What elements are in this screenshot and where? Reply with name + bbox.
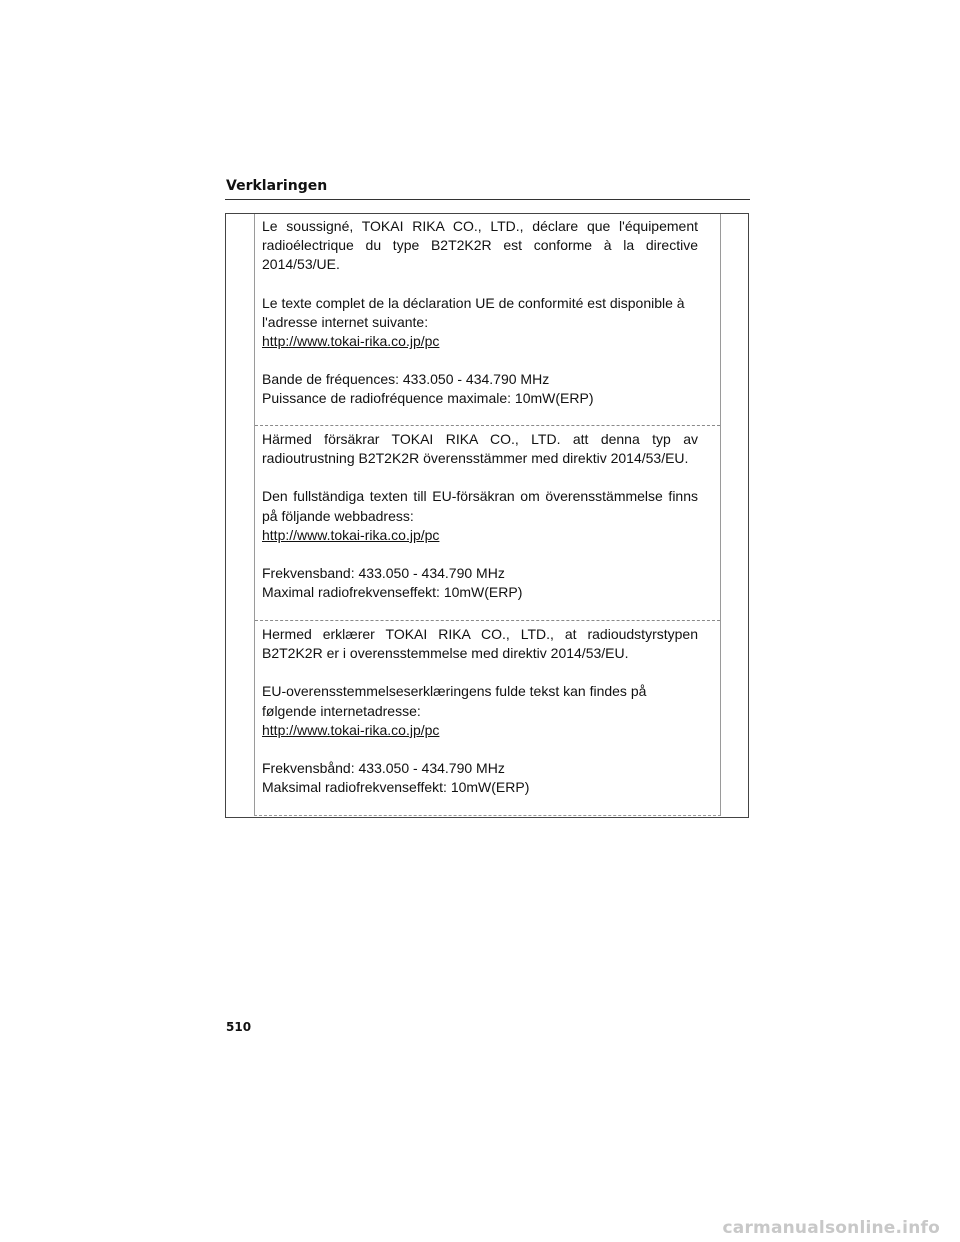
- declaration-da-link[interactable]: http://www.tokai-rika.co.jp/pc: [262, 721, 440, 738]
- declaration-fr-line-1: Le soussigné, TOKAI RIKA CO., LTD., déclare que l'équipement: [262, 218, 698, 234]
- declaration-da-line-2: B2T2K2R er i overensstemmelse med direktiv 2014/53/EU.: [262, 645, 629, 662]
- declaration-fr-line-2: radioélectrique du type B2T2K2R est conforme à la directive: [262, 237, 698, 254]
- declaration-sv-availability-line-2: på följande webbadress:: [262, 507, 414, 524]
- declaration-da-line-1: Hermed erklærer TOKAI RIKA CO., LTD., at radioudstyrstypen: [262, 626, 698, 642]
- declaration-da-availability-line-2: følgende internetadresse:: [262, 702, 421, 719]
- section-divider: [255, 425, 720, 426]
- declaration-fr-availability-line-2: l'adresse internet suivante:: [262, 313, 429, 330]
- page-number: 510: [226, 1020, 252, 1034]
- page-section-title: Verklaringen: [226, 178, 328, 194]
- declaration-da-frequency: Frekvensbånd: 433.050 - 434.790 MHz: [262, 760, 505, 777]
- declaration-da-availability-line-1: EU-overensstemmelseserklæringens fulde tekst kan findes på: [262, 683, 647, 700]
- declaration-sv-power: Maximal radiofrekvenseffekt: 10mW(ERP): [262, 584, 523, 601]
- section-divider: [255, 620, 720, 621]
- declaration-sv-link[interactable]: http://www.tokai-rika.co.jp/pc: [262, 526, 440, 543]
- watermark: carmanualsonline.info: [722, 1218, 940, 1238]
- declaration-sv-frequency: Frekvensband: 433.050 - 434.790 MHz: [262, 565, 505, 582]
- declaration-sv-line-2: radioutrustning B2T2K2R överensstämmer med direktiv 2014/53/EU.: [262, 450, 689, 467]
- declaration-fr-frequency: Bande de fréquences: 433.050 - 434.790 MHz: [262, 371, 550, 388]
- declaration-fr-power: Puissance de radiofréquence maximale: 10mW(ERP): [262, 390, 594, 407]
- declaration-fr-line-3: 2014/53/UE.: [262, 256, 340, 273]
- title-rule: [225, 199, 750, 200]
- declaration-da: [262, 625, 698, 797]
- declaration-fr-link[interactable]: http://www.tokai-rika.co.jp/pc: [262, 333, 440, 350]
- declaration-sv-availability-line-1: Den fullständiga texten till EU-försäkran om överensstämmelse finns: [262, 488, 698, 505]
- declaration-fr-availability-line-1: Le texte complet de la déclaration UE de conformité est disponible à: [262, 294, 685, 311]
- declaration-fr: [262, 217, 698, 409]
- declaration-da-power: Maksimal radiofrekvenseffekt: 10mW(ERP): [262, 779, 530, 796]
- declaration-sv: [262, 430, 698, 602]
- declaration-sv-line-1: Härmed försäkrar TOKAI RIKA CO., LTD. att denna typ av: [262, 431, 698, 447]
